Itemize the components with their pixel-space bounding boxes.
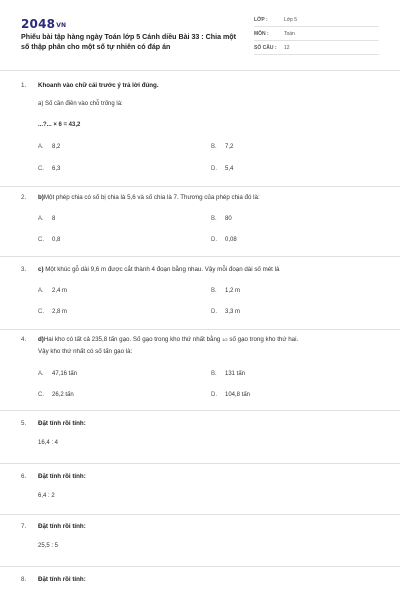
worksheet-header bbox=[0, 0, 400, 70]
meta-grade-key: LỚP : bbox=[254, 17, 268, 23]
meta-grade bbox=[254, 13, 379, 27]
meta-subject-key: MÔN : bbox=[254, 31, 269, 37]
question-number: 6. bbox=[21, 473, 27, 480]
site-logo[interactable] bbox=[21, 17, 66, 31]
question-prompt: Đặt tính rồi tính: bbox=[38, 523, 86, 530]
divider bbox=[0, 256, 400, 257]
question-number: 8. bbox=[21, 576, 27, 583]
question-number: 1. bbox=[21, 82, 27, 89]
logo-suffix: VN bbox=[56, 22, 67, 29]
option-a[interactable]: A. 47,16 tấn bbox=[38, 371, 78, 377]
meta-subject-value: Toán bbox=[284, 31, 295, 37]
question-number: 2. bbox=[21, 194, 27, 201]
divider bbox=[0, 514, 400, 515]
question-prompt: c) Một khúc gỗ dài 9,6 m được cắt thành 4 đoạn bằng nhau. Vậy mỗi đoạn dài số mét là bbox=[38, 266, 280, 273]
option-b[interactable]: B. 7,2 bbox=[211, 144, 234, 150]
question-number: 3. bbox=[21, 266, 27, 273]
question-prompt: Đặt tính rồi tính: bbox=[38, 576, 86, 583]
option-a[interactable]: A. 8 bbox=[38, 216, 56, 222]
option-a[interactable]: A. 8,2 bbox=[38, 144, 61, 150]
meta-count-key: SỐ CÂU : bbox=[254, 45, 277, 51]
question-prompt-line2: Vậy kho thứ nhất có số tấn gạo là: bbox=[38, 348, 133, 355]
question-number: 7. bbox=[21, 523, 27, 530]
option-b[interactable]: B. 131 tấn bbox=[211, 371, 246, 377]
option-d[interactable]: D. 5,4 bbox=[211, 166, 234, 172]
fraction: 1/2 bbox=[222, 337, 228, 342]
option-c[interactable]: C. 26,2 tấn bbox=[38, 392, 74, 398]
divider bbox=[0, 329, 400, 330]
question-expression: 25,5 : 5 bbox=[38, 543, 59, 549]
worksheet-title: Phiếu bài tập hàng ngày Toán lớp 5 Cánh diều Bài 33 : Chia một số thập phân cho một số tự nhiên có đáp án bbox=[21, 33, 236, 51]
option-b[interactable]: B. 1,2 m bbox=[211, 288, 241, 294]
meta-question-count bbox=[254, 41, 379, 55]
question-number: 5. bbox=[21, 420, 27, 427]
divider bbox=[0, 410, 400, 411]
meta-count-value: 12 bbox=[284, 45, 290, 51]
logo-text: 2048 bbox=[21, 17, 56, 31]
question-expression: 16,4 : 4 bbox=[38, 440, 59, 446]
question-expression: 6,4 : 2 bbox=[38, 493, 55, 499]
meta-grade-value: Lớp 5 bbox=[284, 17, 298, 23]
question-prompt: Khoanh vào chữ cái trước ý trả lời đúng. bbox=[38, 82, 159, 89]
question-prompt: Đặt tính rồi tính: bbox=[38, 420, 86, 427]
question-equation: ...?... × 6 = 43,2 bbox=[38, 122, 81, 128]
question-subprompt: a) Số cần điền vào chỗ trống là: bbox=[38, 101, 123, 107]
option-c[interactable]: C. 2,8 m bbox=[38, 309, 68, 315]
question-prompt: b)Một phép chia có số bị chia là 5,6 và số chia là 7. Thương của phép chia đó là: bbox=[38, 194, 260, 201]
option-b[interactable]: B. 80 bbox=[211, 216, 232, 222]
option-d[interactable]: D. 104,8 tấn bbox=[211, 392, 251, 398]
divider bbox=[0, 463, 400, 464]
question-prompt: d)Hai kho có tất cả 235,8 tấn gạo. Số gạo trong kho thứ nhất bằng 1/2 số gạo trong kho thứ hai. bbox=[38, 336, 299, 343]
option-c[interactable]: C. 0,8 bbox=[38, 237, 61, 243]
meta-subject bbox=[254, 27, 379, 41]
option-a[interactable]: A. 2,4 m bbox=[38, 288, 68, 294]
option-d[interactable]: D. 0,08 bbox=[211, 237, 237, 243]
option-c[interactable]: C. 6,3 bbox=[38, 166, 61, 172]
option-d[interactable]: D. 3,3 m bbox=[211, 309, 241, 315]
question-prompt: Đặt tính rồi tính: bbox=[38, 473, 86, 480]
question-number: 4. bbox=[21, 336, 27, 343]
divider bbox=[0, 186, 400, 187]
divider bbox=[0, 566, 400, 567]
divider bbox=[0, 70, 400, 71]
